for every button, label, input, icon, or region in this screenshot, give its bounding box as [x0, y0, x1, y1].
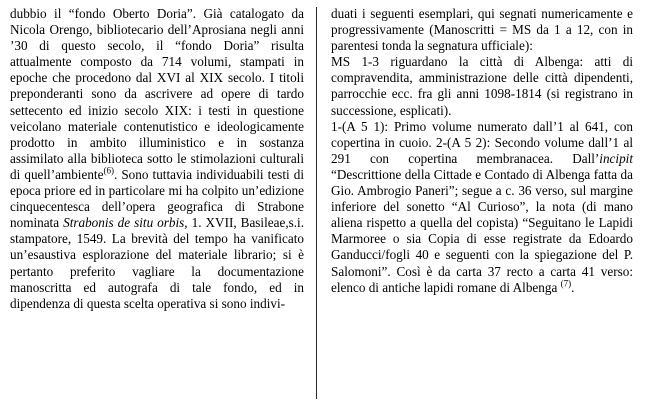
text-run: MS 1-3 riguardano la città di Albenga: atti di compravendita, amministrazione delle città dipendenti, parrocchie ecc. fra gli anni 1098-1814 (si registrano in successione, esplicati). [331, 54, 633, 118]
text-run: dubbio il “fondo Oberto Doria”. Già catalogato da Nicola Orengo, bibliotecario dell’Aprosiana negli anni ’30 di questo secolo, il “fondo Doria” risulta attualmente composto da 714 volumi, stampati in epoche che procedono dal XVI al XIX secolo. I titoli preponderanti sono da ascrivere ad opere di tardo settecento ed inizio secolo XIX: i testi in questione veicolano materiale contenutistico e ideologicamente prodotto in ambito illuministico e in sostanza assimilato alla biblioteca sotto le stimolazioni culturali di quell’ambiente [10, 6, 304, 182]
text-run: 1-(A 5 1): Primo volume numerato dall’1 al 641, con copertina in cuoio. 2-(A 5 2): Secondo volume dall’1 al 291 con copertina membranacea. Dall’ [331, 118, 633, 166]
text-run: 1. XVII, Basileae,s.i. stampatore, 1549. La brevità del tempo ha vanificato un’esaustiva esplorazione del materiale librario; si è pertanto preferito vagliare la documentazione manoscritta ed autografa di tale fondo, ed in dipendenza di questa scelta operativa si sono indivi- [10, 215, 305, 311]
right-text-column [317, 6, 633, 399]
term-incipit: incipit [599, 150, 633, 166]
left-text-column [10, 6, 316, 399]
text-run: . [571, 279, 575, 295]
text-run: “Descrittione della Cittade e Contado di Albenga fatta da Gio. Ambrogio Paneri”; segue a c. 36 verso, sul margine inferiore del sonetto “Al Curioso”, la nota (di mano aliena rispetto a quella del copista) “Seguitano le Lapidi Marmoree o sia Copia di esse registrate da Edoardo Ganducci/fogli 40 e seguenti con la spiegazione del P. Salomoni”. Così è da carta 37 recto a carta 41 verso: elenco di antiche lapidi romane di Albenga [331, 166, 633, 295]
footnote-marker-7: (7) [560, 278, 572, 289]
text-run: duati i seguenti esemplari, qui segnati numericamente e progressivamente (Manoscritti = MS da 1 a 12, con in parentesi tonda la segnatura ufficiale): [331, 6, 633, 54]
paragraph-left-1 [10, 6, 304, 312]
work-title-strabonis: Strabonis de situ orbis, [63, 215, 188, 231]
paragraph-right-2 [331, 54, 633, 118]
paragraph-right-1 [331, 6, 633, 54]
footnote-marker-6: (6) [103, 165, 114, 176]
paragraph-right-3 [331, 119, 633, 296]
text-run: . Sono tuttavia individuabili testi di epoca priore ed in particolare mi ha colpito un’edizione cinquecentesca dell’opera geografica di Strabone nominata [10, 166, 304, 231]
